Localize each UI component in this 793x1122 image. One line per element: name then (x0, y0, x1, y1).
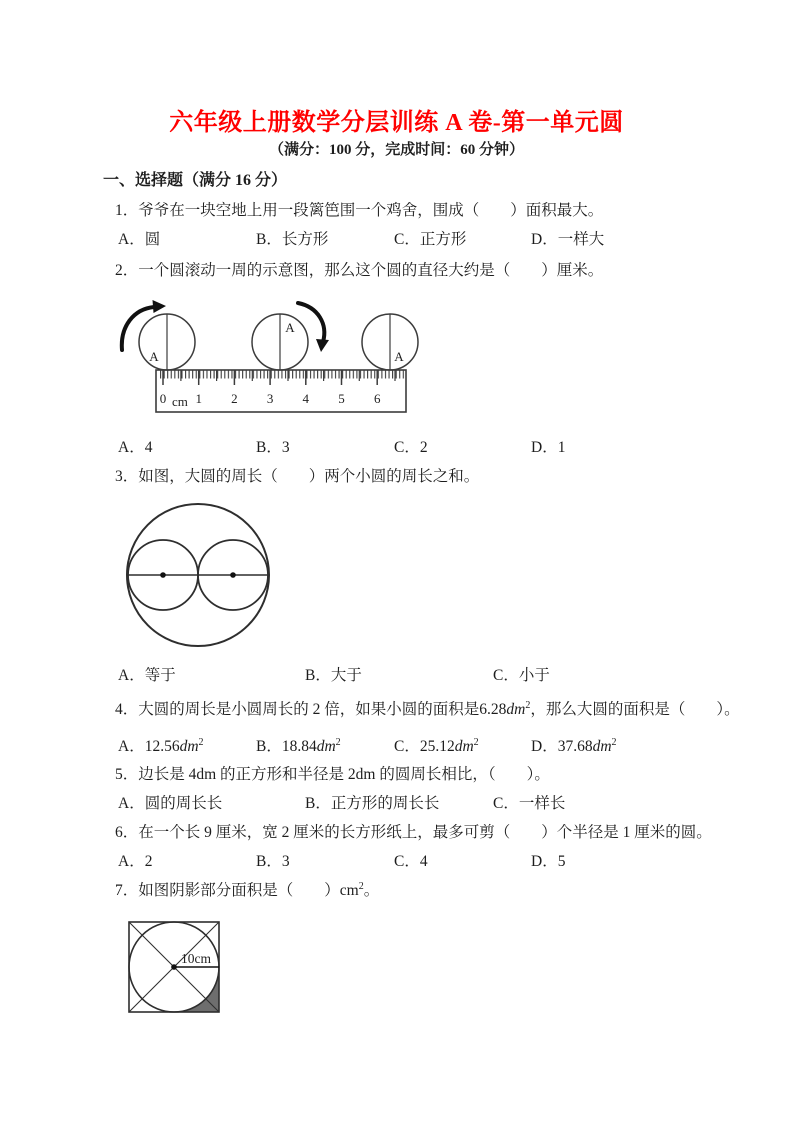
option-a: A．圆 (118, 231, 161, 248)
option-b: B．正方形的周长长 (305, 795, 440, 812)
question-1-options (103, 230, 793, 252)
option-c: C．2 (394, 439, 428, 456)
question-6-text: 6．在一个长 9 厘米，宽 2 厘米的长方形纸上，最多可剪（ ）个半径是 1 厘米的圆。 (115, 824, 712, 841)
ruler-tick-label: 2 (231, 391, 238, 406)
option-c: C．小于 (493, 667, 550, 684)
option-a: A．$12.56dm^2$ (118, 736, 204, 755)
section-heading-choice: 一、选择题（满分 16 分） (103, 172, 288, 189)
rotation-arrow-1 (122, 307, 154, 350)
center-dot (171, 964, 177, 970)
option-c: C．4 (394, 853, 428, 870)
question-4-options (103, 737, 793, 759)
option-b: B．大于 (305, 667, 362, 684)
ruler-tick-label: 1 (195, 391, 202, 406)
question-7-text: 7．如图阴影部分面积是（ ）$cm^2$。 (115, 880, 380, 899)
unit-label: cm (339, 882, 359, 899)
option-d: D．1 (531, 439, 566, 456)
option-d: D．$37.68dm^2$ (531, 736, 617, 755)
math-unit: dm (506, 701, 526, 718)
option-d: D．一样大 (531, 231, 605, 248)
rotation-arrow-1-head (153, 300, 167, 313)
option-b: B．3 (256, 439, 290, 456)
option-a: A．4 (118, 439, 153, 456)
figure-rolling-circle-ruler (108, 290, 420, 430)
rotation-arrow-2 (298, 303, 324, 342)
rotation-arrow-2-head (316, 339, 329, 352)
ruler-unit-label: cm (172, 394, 188, 409)
figure-square-inscribed-circle (121, 916, 227, 1018)
ruler-tick-label: 5 (338, 391, 345, 406)
question-2-options (103, 438, 793, 460)
question-3-options (103, 666, 793, 688)
option-a: A．2 (118, 853, 153, 870)
question-5-text: 5．边长是 4dm 的正方形和半径是 2dm 的圆周长相比，（ ）。 (115, 766, 550, 783)
ruler-tick-label: 3 (266, 391, 274, 406)
ruler-tick-label: 0 (159, 391, 167, 406)
page-title: 六年级上册数学分层训练 A 卷-第一单元圆 (169, 110, 624, 136)
point-a-label-1: A (149, 349, 159, 364)
question-2-text: 2．一个圆滚动一周的示意图，那么这个圆的直径大约是（ ）厘米。 (115, 262, 604, 279)
radius-label: 10cm (181, 951, 211, 966)
ruler-tick-label: 4 (302, 391, 310, 406)
option-b: B．长方形 (256, 231, 329, 248)
point-a-label-3: A (394, 349, 404, 364)
option-a: A．圆的周长长 (118, 795, 223, 812)
option-d: D．5 (531, 853, 566, 870)
math-value: 6.28 (479, 701, 507, 718)
option-c: C．一样长 (493, 795, 566, 812)
point-a-label-2: A (285, 320, 295, 335)
math-exponent: 2 (525, 699, 531, 711)
center-dot-right (230, 572, 236, 578)
ruler-minor-ticks (160, 371, 406, 379)
unit-exponent: 2 (358, 880, 364, 892)
question-3-text: 3．如图，大圆的周长（ ）两个小圆的周长之和。 (115, 468, 480, 485)
ruler-tick-label: 6 (373, 391, 381, 406)
question-5-options (103, 794, 793, 816)
option-c: C．$25.12dm^2$ (394, 736, 479, 755)
center-dot-left (160, 572, 166, 578)
question-6-options (103, 852, 793, 874)
figure-big-circle-two-small (123, 495, 275, 657)
option-c: C．正方形 (394, 231, 467, 248)
question-1-text: 1．爷爷在一块空地上用一段篱笆围一个鸡舍，围成（ ）面积最大。 (115, 202, 604, 219)
option-b: B．$18.84dm^2$ (256, 736, 341, 755)
option-a: A．等于 (118, 667, 176, 684)
exam-info: （满分：100 分，完成时间：60 分钟） (268, 142, 524, 158)
question-4-text: 4．大圆的周长是小圆周长的 2 倍，如果小圆的面积是$6.28dm^2$，那么大圆的面积是（ ）。 (115, 699, 740, 718)
option-b: B．3 (256, 853, 290, 870)
